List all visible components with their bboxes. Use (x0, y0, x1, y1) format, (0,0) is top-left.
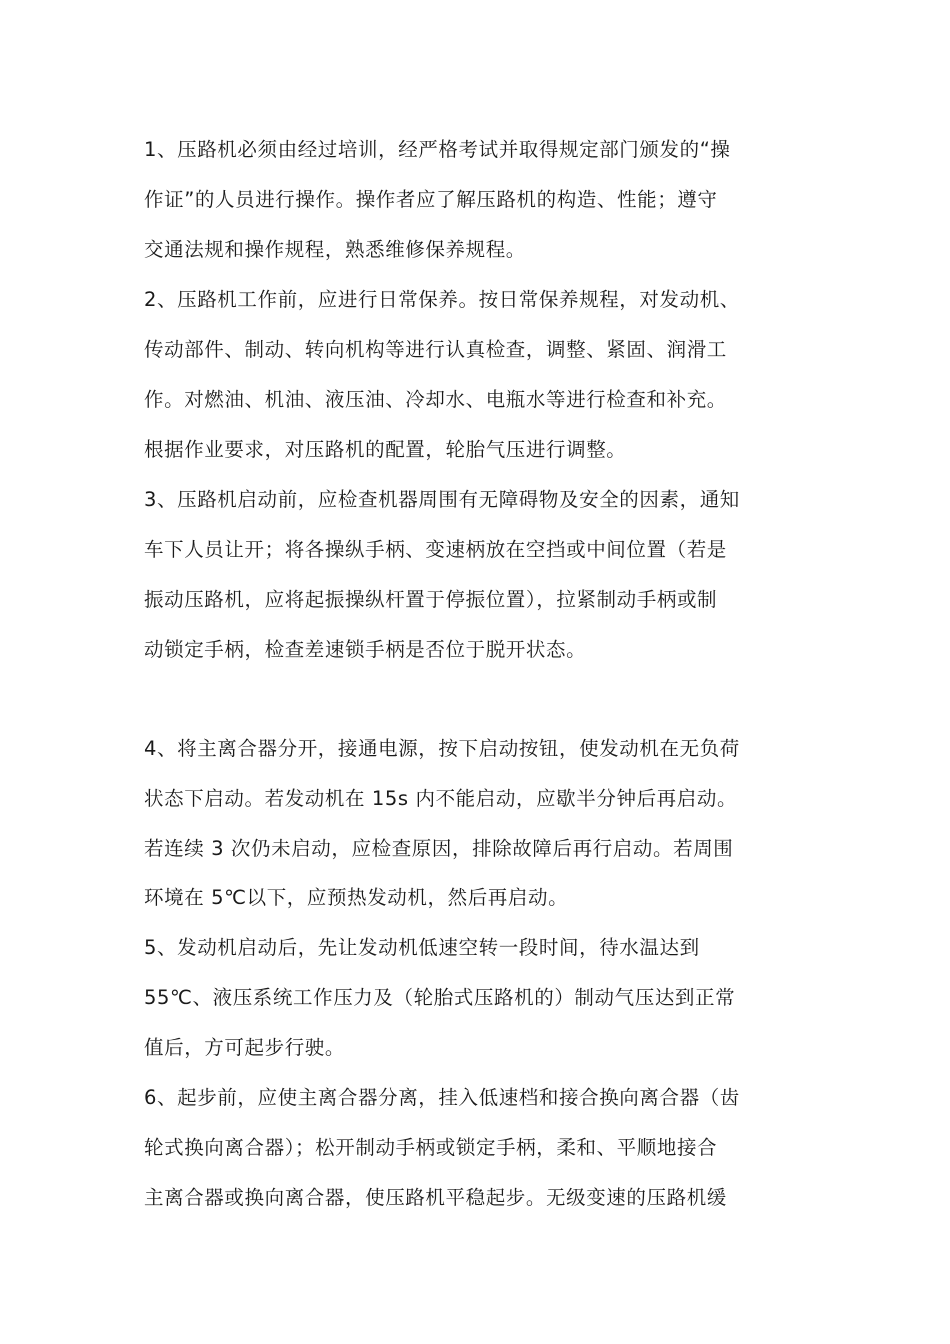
text-line: 作。对燃油、机油、液压油、冷却水、电瓶水等进行检查和补充。 (144, 388, 727, 411)
text-line: 2、压路机工作前，应进行日常保养。按日常保养规程，对发动机、 (144, 288, 740, 311)
text-line: 环境在 5℃以下，应预热发动机，然后再启动。 (144, 886, 569, 909)
text-line: 轮式换向离合器）；松开制动手柄或锁定手柄，柔和、平顺地接合 (144, 1136, 718, 1159)
text-line: 1、压路机必须由经过培训，经严格考试并取得规定部门颁发的“操 (144, 138, 731, 161)
text-line: 动锁定手柄，检查差速锁手柄是否位于脱开状态。 (144, 638, 587, 661)
text-line: 作证”的人员进行操作。操作者应了解压路机的构造、性能；遵守 (144, 188, 718, 211)
text-line: 主离合器或换向离合器，使压路机平稳起步。无级变速的压路机缓 (144, 1186, 727, 1209)
text-line: 4、将主离合器分开，接通电源，按下启动按钮，使发动机在无负荷 (144, 737, 740, 760)
text-line: 值后，方可起步行驶。 (144, 1036, 346, 1059)
text-line: 6、起步前，应使主离合器分离，挂入低速档和接合换向离合器（齿 (144, 1086, 740, 1109)
text-line: 车下人员让开；将各操纵手柄、变速柄放在空挡或中间位置（若是 (144, 538, 727, 561)
text-line: 根据作业要求，对压路机的配置，轮胎气压进行调整。 (144, 438, 627, 461)
text-line: 交通法规和操作规程，熟悉维修保养规程。 (144, 238, 526, 261)
text-line: 传动部件、制动、转向机构等进行认真检查，调整、紧固、润滑工 (144, 338, 727, 361)
text-line: 振动压路机，应将起振操纵杆置于停振位置），拉紧制动手柄或制 (144, 588, 718, 611)
text-line: 3、压路机启动前，应检查机器周围有无障碍物及安全的因素，通知 (144, 488, 740, 511)
text-line: 55℃、液压系统工作压力及（轮胎式压路机的）制动气压达到正常 (144, 986, 736, 1009)
text-line: 若连续 3 次仍未启动，应检查原因，排除故障后再行启动。若周围 (144, 837, 734, 860)
text-line: 5、发动机启动后，先让发动机低速空转一段时间，待水温达到 (144, 936, 700, 959)
text-line: 状态下启动。若发动机在 15s 内不能启动，应歇半分钟后再启动。 (144, 787, 738, 810)
